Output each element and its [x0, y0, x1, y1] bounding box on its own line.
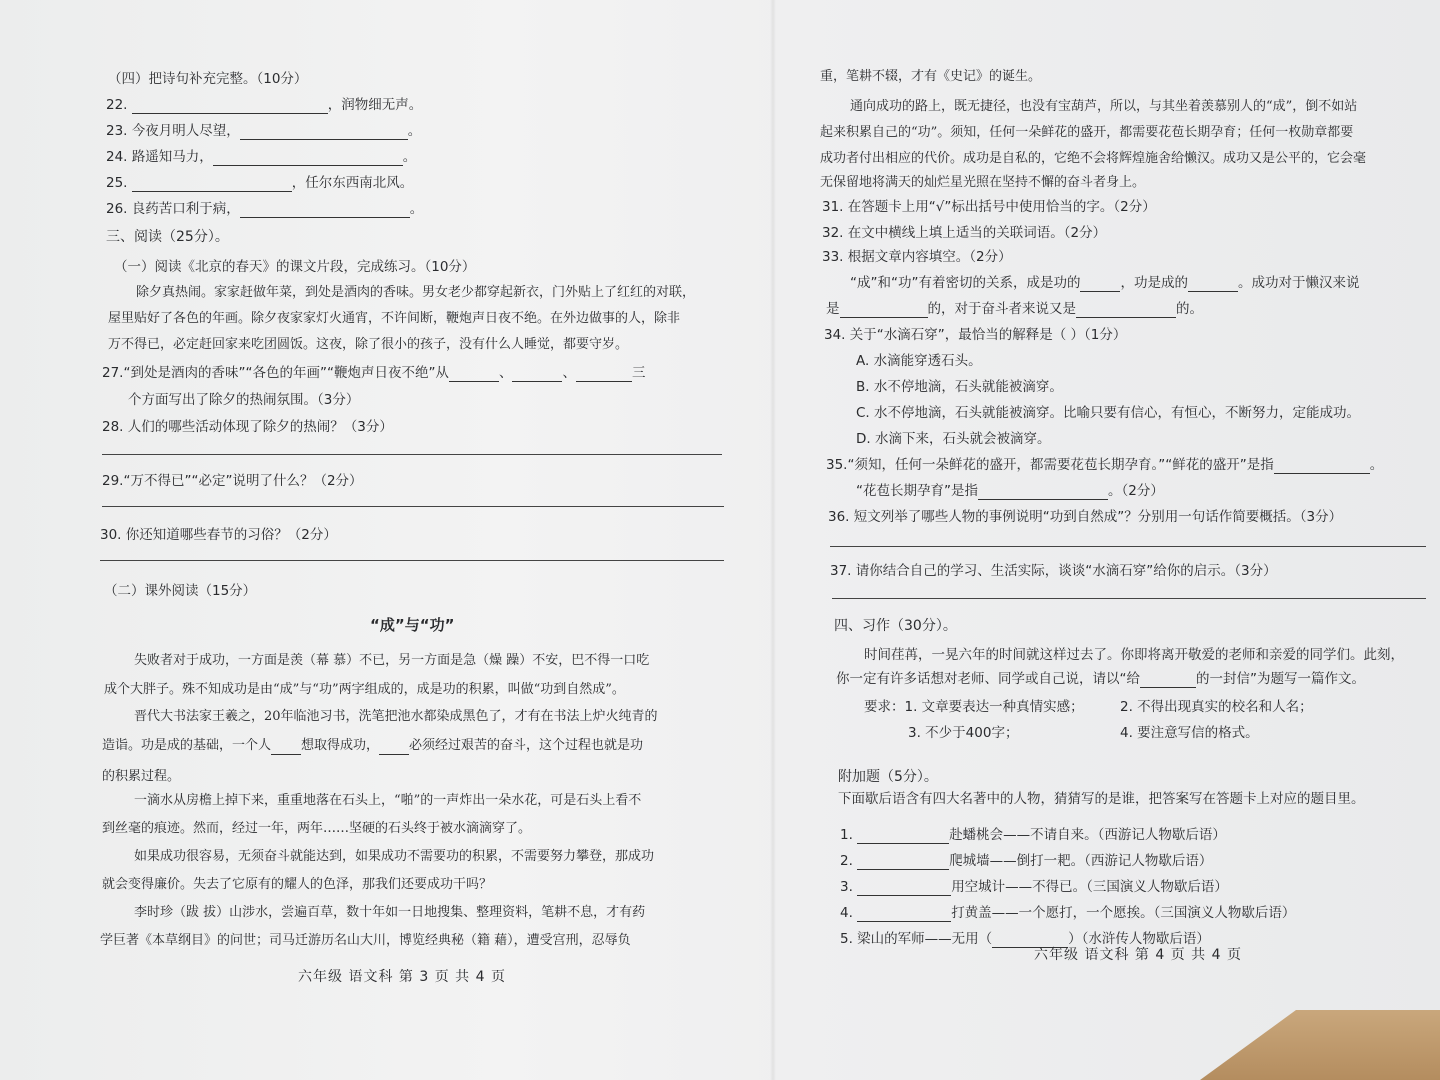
requirement-4: 4. 要注意写信的格式。 — [1120, 725, 1259, 741]
essay-line: 学巨著《本草纲目》的问世；司马迁游历名山大川，博览经典秘（籍 藉），遭受宫刑，忍辱负 — [100, 933, 631, 948]
passage-line: 屋里贴好了各色的年画。除夕夜家家灯火通宵，不许间断，鞭炮声日夜不绝。在外边做事的人，除非 — [108, 311, 681, 326]
question-36: 36. 短文列举了哪些人物的事例说明“功到自然成”？分别用一句话作简要概括。（3分） — [828, 509, 1343, 525]
question-26: 26. 良药苦口利于病， 。 — [106, 201, 424, 217]
answer-line[interactable] — [832, 598, 1426, 599]
option-c: C. 水不停地滴，石头就能被滴穿。比喻只要有信心，有恒心，不断努力，定能成功。 — [856, 405, 1361, 421]
essay-line: 失败者对于成功，一方面是羡（幕 慕）不已，另一方面是急（燥 躁）不安，巴不得一口吃 — [134, 653, 650, 668]
essay-line: 成个大胖子。殊不知成功是由“成”与“功”两字组成的，成是功的积累，叫做“功到自然成”。 — [104, 682, 625, 697]
bonus-item-5: 5. 梁山的军师——无用（ ）（水浒传人物歇后语） — [840, 931, 1210, 947]
question-22: 22. ，润物细无声。 — [106, 97, 423, 113]
answer-blank[interactable] — [512, 367, 562, 382]
essay-title: “成”与“功” — [370, 616, 455, 634]
answer-blank[interactable] — [576, 367, 632, 382]
question-35: 35.“须知，任何一朵鲜花的盛开，都需要花苞长期孕育。”“鲜花的盛开”是指 。 — [826, 457, 1384, 473]
answer-blank[interactable] — [379, 740, 409, 755]
answer-line[interactable] — [102, 506, 724, 507]
essay-line: 李时珍（跋 拔）山涉水，尝遍百草，数十年如一日地搜集、整理资料，笔耕不息，才有药 — [134, 905, 646, 920]
essay-line: 晋代大书法家王羲之，20年临池习书，洗笔把池水都染成黑色了，才有在书法上炉火纯青的 — [134, 709, 658, 724]
question-25: 25. ，任尔东西南北风。 — [106, 175, 414, 191]
essay-line: 通向成功的路上，既无捷径，也没有宝葫芦，所以，与其坐着羡慕别人的“成”，倒不如站 — [850, 99, 1358, 114]
answer-blank[interactable] — [857, 907, 951, 922]
requirement-3: 3. 不少于400字； — [908, 725, 1019, 741]
question-31: 31. 在答题卡上用“√”标出括号中使用恰当的字。（2分） — [822, 199, 1156, 215]
answer-blank[interactable] — [1080, 277, 1120, 292]
answer-blank[interactable] — [449, 367, 499, 382]
composition-prompt-line-2: 你一定有许多话想对老师、同学或自己说，请以“给 的一封信”为题写一篇作文。 — [836, 671, 1365, 687]
essay-line: 的积累过程。 — [102, 769, 181, 784]
answer-blank[interactable] — [132, 99, 328, 114]
requirement-2: 2. 不得出现真实的校名和人名； — [1120, 699, 1313, 715]
essay-line: 如果成功很容易，无须奋斗就能达到，如果成功不需要功的积累，不需要努力攀登，那成功 — [134, 849, 655, 864]
answer-blank[interactable] — [240, 125, 408, 140]
requirement-1: 要求：1. 文章要表达一种真情实感； — [864, 699, 1084, 715]
answer-line[interactable] — [100, 560, 724, 561]
question-33: 33. 根据文章内容填空。（2分） — [822, 249, 1012, 265]
essay-line: 重，笔耕不辍，才有《史记》的诞生。 — [820, 69, 1042, 84]
passage-line: 万不得已，必定赶回家来吃团圆饭。这夜，除了很小的孩子，没有什么人睡觉，都要守岁。 — [108, 337, 629, 352]
bonus-item-1: 1. 赴蟠桃会——不请自来。（西游记人物歇后语） — [840, 827, 1226, 843]
question-27: 27.“到处是酒肉的香味”“各色的年画”“鞭炮声日夜不绝”从 、 、 三 — [102, 365, 646, 381]
answer-blank[interactable] — [840, 303, 928, 318]
section-4-composition-header: 四、习作（30分）。 — [834, 618, 957, 634]
essay-line: 无保留地将满天的灿烂星光照在坚持不懈的奋斗者身上。 — [820, 175, 1146, 190]
answer-blank[interactable] — [1076, 303, 1176, 318]
answer-blank[interactable] — [1140, 673, 1196, 688]
part-1-header: （一）阅读《北京的春天》的课文片段，完成练习。（10分） — [114, 259, 476, 275]
answer-line[interactable] — [102, 454, 722, 455]
answer-blank[interactable] — [213, 151, 403, 166]
bonus-header: 附加题（5分）。 — [838, 769, 938, 785]
question-34: 34. 关于“水滴石穿”，最恰当的解释是（ ）（1分） — [824, 327, 1127, 343]
option-b: B. 水不停地滴，石头就能被滴穿。 — [856, 379, 1063, 395]
page-footer: 六年级 语文科 第 4 页 共 4 页 — [1034, 947, 1242, 963]
answer-line[interactable] — [830, 546, 1426, 547]
passage-line: 除夕真热闹。家家赶做年菜，到处是酒肉的香味。男女老少都穿起新衣，门外贴上了红红的对联， — [136, 285, 696, 300]
essay-line: 成功者付出相应的代价。成功是自私的，它绝不会将辉煌施舍给懒汉。成功又是公平的，它会毫 — [820, 151, 1367, 166]
page-footer: 六年级 语文科 第 3 页 共 4 页 — [298, 969, 506, 985]
answer-blank[interactable] — [857, 829, 949, 844]
composition-prompt-line-1: 时间荏苒，一晃六年的时间就这样过去了。你即将离开敬爱的老师和亲爱的同学们。此刻， — [864, 647, 1404, 663]
bonus-intro: 下面歇后语含有四大名著中的人物，猜猜写的是谁，把答案写在答题卡上对应的题目里。 — [838, 791, 1365, 807]
essay-line: 到丝毫的痕迹。然而，经过一年，两年……坚硬的石头终于被水滴滴穿了。 — [102, 821, 532, 836]
question-33-line-1: “成”和“功”有着密切的关系，成是功的 ，功是成的 。成功对于懒汉来说 — [850, 275, 1360, 291]
question-30: 30. 你还知道哪些春节的习俗？（2分） — [100, 527, 337, 543]
question-24: 24. 路遥知马力， 。 — [106, 149, 417, 165]
question-28: 28. 人们的哪些活动体现了除夕的热闹？（3分） — [102, 419, 393, 435]
question-29: 29.“万不得已”“必定”说明了什么？（2分） — [102, 473, 363, 489]
section-4-header: （四）把诗句补充完整。（10分） — [108, 71, 308, 87]
section-3-header: 三、阅读（25分）。 — [106, 229, 229, 245]
answer-blank[interactable] — [132, 177, 292, 192]
question-27-cont: 个方面写出了除夕的热闹氛围。（3分） — [128, 392, 360, 408]
question-37: 37. 请你结合自己的学习、生活实际，谈谈“水滴石穿”给你的启示。（3分） — [830, 563, 1277, 579]
answer-blank[interactable] — [857, 881, 951, 896]
answer-blank[interactable] — [978, 485, 1108, 500]
essay-line: 造诣。功是成的基础，一个人 想取得成功， 必须经过艰苦的奋斗，这个过程也就是功 — [102, 738, 644, 753]
bonus-item-3: 3. 用空城计——不得已。（三国演义人物歇后语） — [840, 879, 1228, 895]
question-23: 23. 今夜月明人尽望， 。 — [106, 123, 422, 139]
answer-blank[interactable] — [240, 203, 410, 218]
part-2-header: （二）课外阅读（15分） — [104, 583, 257, 599]
bonus-item-2: 2. 爬城墙——倒打一耙。（西游记人物歇后语） — [840, 853, 1213, 869]
option-d: D. 水滴下来，石头就会被滴穿。 — [856, 431, 1051, 447]
essay-line: 起来积累自己的“功”。须知，任何一朵鲜花的盛开，都需要花苞长期孕育；任何一枚勋章都要 — [820, 125, 1354, 140]
page-fold — [770, 0, 776, 1080]
answer-blank[interactable] — [857, 855, 949, 870]
question-35-cont: “花苞长期孕育”是指 。（2分） — [856, 483, 1164, 499]
answer-blank[interactable] — [1188, 277, 1238, 292]
question-32: 32. 在文中横线上填上适当的关联词语。（2分） — [822, 225, 1107, 241]
question-33-line-2: 是 的，对于奋斗者来说又是 的。 — [826, 301, 1203, 317]
bonus-item-4: 4. 打黄盖——一个愿打，一个愿挨。（三国演义人物歇后语） — [840, 905, 1296, 921]
answer-blank[interactable] — [1274, 459, 1370, 474]
essay-line: 一滴水从房檐上掉下来，重重地落在石头上，“啪”的一声炸出一朵水花，可是石头上看不 — [134, 793, 642, 808]
option-a: A. 水滴能穿透石头。 — [856, 353, 982, 369]
answer-blank[interactable] — [271, 740, 301, 755]
essay-line: 就会变得廉价。失去了它原有的耀人的色泽，那我们还要成功干吗？ — [102, 877, 493, 892]
